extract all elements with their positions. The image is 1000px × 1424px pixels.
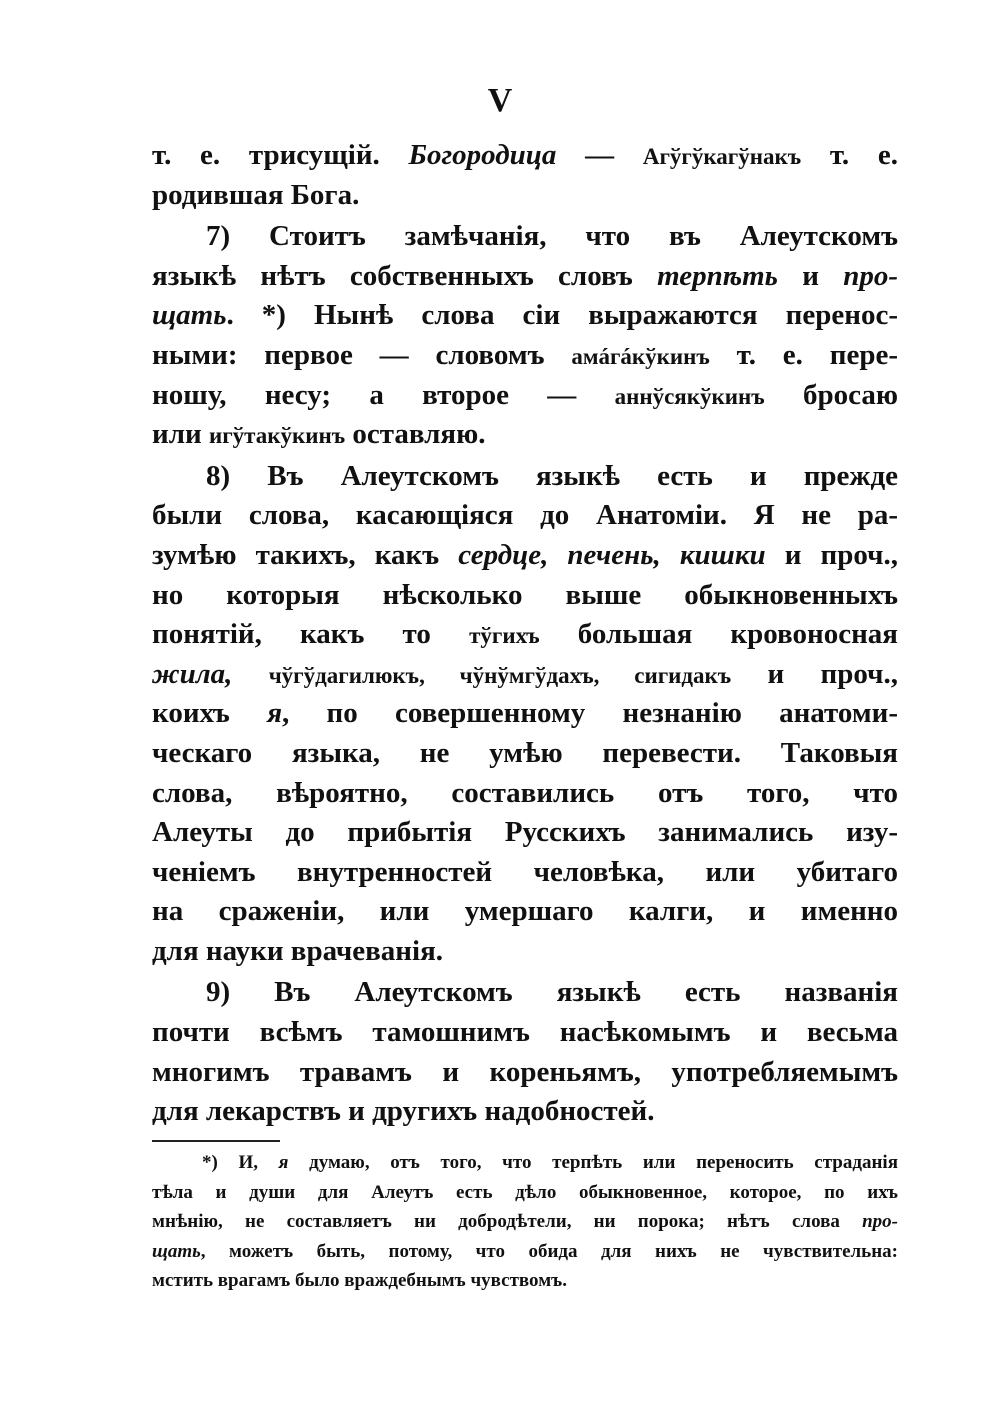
text-line: или игўтакўкинъ оставляю.	[152, 418, 486, 451]
text-line: на сраженіи, или умершаго калги, и именно	[152, 895, 898, 928]
aleut-word: игўтакўкинъ	[208, 423, 346, 449]
italic-term: щать	[152, 299, 227, 332]
italic-term: про-	[843, 259, 899, 292]
aleut-word: чўгўдагилюкъ, чўнўмгўдахъ, сигидакъ	[268, 662, 732, 688]
paragraph-8-start: 8) Въ Алеутскомъ языкѣ есть и прежде	[206, 459, 898, 492]
italic-term: терпѣть	[657, 259, 778, 292]
text-line	[152, 296, 898, 336]
paragraph-9-start: 9) Въ Алеутскомъ языкѣ есть названія	[206, 976, 898, 1009]
text-line: для лекарствъ и другихъ надобностей.	[152, 1095, 655, 1128]
text-line: ческаго языка, не умѣю перевести. Таковыя	[152, 736, 898, 769]
text-line: слова, вѣроятно, составились отъ того, что	[152, 776, 898, 809]
footnote-divider	[152, 1140, 280, 1142]
footnote-line: *) И, я думаю, отъ того, что терпѣть или переносить страданія	[202, 1152, 898, 1173]
italic-term: про-	[862, 1211, 898, 1232]
text-line: многимъ травамъ и кореньямъ, употребляемымъ	[152, 1055, 898, 1088]
text-line: ными: первое — словомъ амáгáкўкинъ т. е. пере-	[152, 338, 898, 371]
italic-term: сердце, печень, кишки	[458, 538, 766, 571]
footnote	[152, 1148, 898, 1296]
text-line: коихъ я, по совершенному незнанію анатоми-	[152, 697, 898, 730]
text-line: почти всѣмъ тамошнимъ насѣкомымъ и весьма	[152, 1016, 898, 1049]
text-line: ченіемъ внутренностей человѣка, или убитаго	[152, 855, 898, 888]
text-line: ношу, несу; а второе — аннўсякўкинъ бросаю	[152, 378, 898, 411]
footnote-line: мнѣнію, не составляетъ ни добродѣтели, ни порока; нѣтъ слова про-	[152, 1211, 898, 1232]
text-line: но которыя нѣсколько выше обыкновенныхъ	[152, 578, 898, 611]
text-line: зумѣю такихъ, какъ сердце, печень, кишки и проч.,	[152, 538, 898, 571]
footnote-marker: . *) Нынѣ слова сіи выражаются перенос-	[226, 299, 898, 332]
page-number: V	[487, 82, 513, 119]
footnote-line: мстить врагамъ было враждебнымъ чувствомъ.	[152, 1270, 567, 1291]
aleut-word: Агўгўкагўнакъ	[642, 144, 802, 169]
footnote-line: щать, можетъ быть, потому, что обида для нихъ не чувствительна:	[152, 1240, 898, 1262]
text-line: языкѣ нѣтъ собственныхъ словъ терпѣть и про-	[152, 259, 899, 292]
text-line: Алеуты до прибытія Русскихъ занимались изу-	[152, 816, 898, 849]
text-line: т. е. трисущій. Богородица — Агўгўкагўнакъ т. е.	[152, 139, 898, 171]
text-line: жила, чўгўдагилюкъ, чўнўмгўдахъ, сигидакъ и проч.,	[152, 657, 899, 690]
text-line: родившая Бога.	[152, 178, 360, 211]
aleut-word: тўгихъ	[469, 623, 540, 649]
aleut-word: аннўсякўкинъ	[614, 383, 765, 409]
text-line: для науки врачеванія.	[152, 934, 444, 967]
text-line: понятій, какъ то тўгихъ большая кровоносная	[152, 618, 898, 651]
body-text	[152, 136, 898, 1132]
italic-term: щать	[152, 1240, 201, 1262]
italic-term: Богородица	[408, 139, 557, 171]
footnote-line: тѣла и души для Алеутъ есть дѣло обыкновенное, которое, по ихъ	[152, 1181, 898, 1203]
paragraph-7-start: 7) Стоитъ замѣчанія, что въ Алеутскомъ	[206, 220, 898, 253]
aleut-word: амáгáкўкинъ	[571, 343, 710, 369]
text-line: были слова, касающіяся до Анатоміи. Я не ра-	[152, 499, 898, 532]
